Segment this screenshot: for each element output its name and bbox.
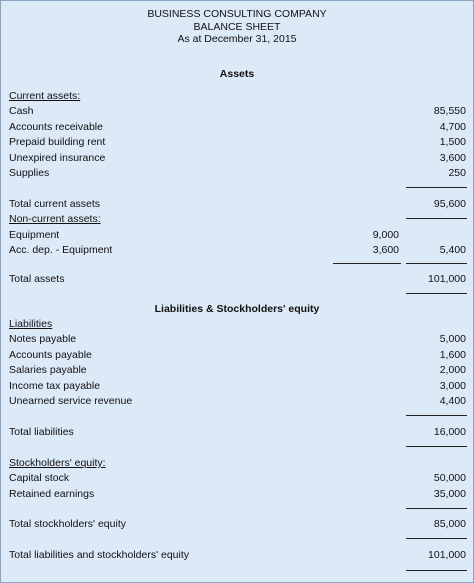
current-assets-heading: Current assets:: [9, 90, 81, 102]
acc-dep-label: Acc. dep. - Equipment: [9, 244, 113, 256]
subtotal-rule: [333, 263, 401, 264]
prepaid-row: [1, 135, 473, 149]
income-tax-payable-value: 3,000: [439, 380, 466, 392]
receivable-row: [1, 120, 473, 134]
prepaid-label: Prepaid building rent: [9, 136, 106, 148]
prepaid-value: 1,500: [439, 136, 466, 148]
total-equity-value: 85,000: [433, 518, 466, 530]
supplies-label: Supplies: [9, 167, 50, 179]
accounts-payable-row: [1, 348, 473, 362]
acc-dep-row: [1, 243, 473, 257]
liabilities-heading-row: [1, 317, 473, 331]
accounts-payable-label: Accounts payable: [9, 349, 92, 361]
total-current-assets-row: [1, 197, 473, 211]
accounts-payable-value: 1,600: [439, 349, 466, 361]
cash-row: [1, 104, 473, 118]
supplies-value: 250: [448, 167, 466, 179]
total-current-assets-label: Total current assets: [9, 198, 101, 210]
notes-payable-row: [1, 332, 473, 346]
receivable-label: Accounts receivable: [9, 121, 103, 133]
total-liabilities-row: [1, 425, 473, 439]
insurance-value: 3,600: [439, 152, 466, 164]
noncurrent-assets-heading: Non-current assets:: [9, 213, 101, 225]
insurance-row: [1, 151, 473, 165]
equity-heading: Stockholders' equity:: [9, 457, 106, 469]
subtotal-rule: [406, 538, 467, 539]
net-equipment-value: 5,400: [439, 244, 466, 256]
retained-earnings-value: 35,000: [433, 488, 466, 500]
unearned-revenue-value: 4,400: [439, 395, 466, 407]
report-title: BALANCE SHEET: [193, 20, 281, 33]
receivable-value: 4,700: [439, 121, 466, 133]
grand-total-value: 101,000: [428, 549, 466, 561]
subtotal-rule: [406, 187, 467, 188]
acc-dep-value: 3,600: [372, 244, 399, 256]
notes-payable-value: 5,000: [439, 333, 466, 345]
total-equity-row: [1, 517, 473, 531]
subtotal-rule: [406, 508, 467, 509]
total-liabilities-value: 16,000: [433, 426, 466, 438]
cash-value: 85,550: [433, 105, 466, 117]
report-date: As at December 31, 2015: [177, 33, 297, 45]
unearned-revenue-label: Unearned service revenue: [9, 395, 133, 407]
total-rule: [406, 570, 467, 571]
subtotal-rule: [406, 415, 467, 416]
total-assets-label: Total assets: [9, 273, 65, 285]
retained-earnings-row: [1, 487, 473, 501]
notes-payable-label: Notes payable: [9, 333, 77, 345]
income-tax-payable-label: Income tax payable: [9, 380, 101, 392]
total-liabilities-label: Total liabilities: [9, 426, 74, 438]
liabilities-equity-title: Liabilities & Stockholders' equity: [154, 303, 320, 315]
grand-total-label: Total liabilities and stockholders' equity: [9, 549, 190, 561]
liabilities-heading: Liabilities: [9, 318, 53, 330]
salaries-payable-row: [1, 363, 473, 377]
cash-label: Cash: [9, 105, 34, 117]
subtotal-rule: [406, 446, 467, 447]
subtotal-rule: [406, 263, 467, 264]
salaries-payable-value: 2,000: [439, 364, 466, 376]
company-name: BUSINESS CONSULTING COMPANY: [147, 8, 327, 20]
equity-heading-row: [1, 456, 473, 470]
total-current-assets-value: 95,600: [433, 198, 466, 210]
unearned-revenue-row: [1, 394, 473, 408]
equipment-label: Equipment: [9, 229, 60, 241]
supplies-row: [1, 166, 473, 180]
capital-stock-value: 50,000: [433, 472, 466, 484]
total-rule: [406, 293, 467, 294]
salaries-payable-label: Salaries payable: [9, 364, 87, 376]
current-assets-heading-row: [1, 89, 473, 103]
total-equity-label: Total stockholders' equity: [9, 518, 126, 530]
total-assets-value: 101,000: [428, 273, 466, 285]
retained-earnings-label: Retained earnings: [9, 488, 95, 500]
report-header: [1, 1, 473, 46]
capital-stock-row: [1, 471, 473, 485]
income-tax-payable-row: [1, 379, 473, 393]
total-assets-row: [1, 272, 473, 286]
capital-stock-label: Capital stock: [9, 472, 70, 484]
subtotal-rule: [406, 218, 467, 219]
insurance-label: Unexpired insurance: [9, 152, 106, 164]
equipment-value: 9,000: [372, 229, 399, 241]
equipment-row: [1, 228, 473, 242]
noncurrent-heading-row: [1, 212, 473, 226]
assets-title: Assets: [219, 68, 255, 80]
grand-total-row: [1, 548, 473, 562]
